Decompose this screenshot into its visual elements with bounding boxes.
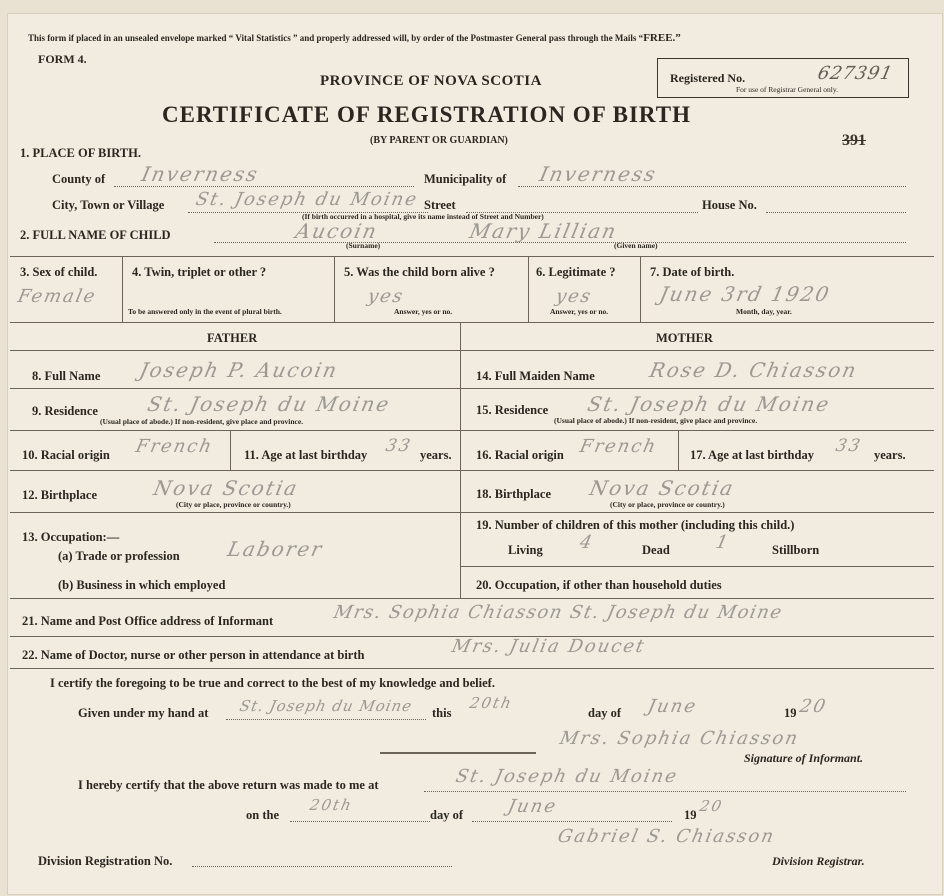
dob-note: Month, day, year. <box>736 307 792 316</box>
rule <box>528 256 529 322</box>
division-line <box>192 866 452 867</box>
father-residence-note: (Usual place of abode.) If non-resident, give place and province. <box>100 417 304 426</box>
father-name: Joseph P. Aucoin <box>137 358 341 382</box>
legitimate-note: Answer, yes or no. <box>550 307 609 316</box>
registrar-signature: Gabriel S. Chiasson <box>555 826 778 847</box>
rule <box>230 430 231 470</box>
registrar-month-line <box>472 821 672 822</box>
registrar-place: St. Joseph du Moine <box>453 766 681 787</box>
dead-value: 1 <box>713 532 732 553</box>
mother-name-label: 14. Full Maiden Name <box>476 369 595 383</box>
province-heading: PROVINCE OF NOVA SCOTIA <box>320 73 542 89</box>
informant-value: Mrs. Sophia Chiasson St. Joseph du Moine <box>331 602 785 623</box>
child-name-label: 2. FULL NAME OF CHILD <box>20 228 171 242</box>
certificate-subtitle: (BY PARENT OR GUARDIAN) <box>370 135 508 146</box>
city-value: St. Joseph du Moine <box>193 189 421 210</box>
on-the-line <box>290 821 430 822</box>
trade-label: (a) Trade or profession <box>58 549 180 563</box>
children-label: 19. Number of children of this mother (including this child.) <box>476 518 795 532</box>
given-month: June <box>645 696 700 717</box>
registrar-label: Division Registrar. <box>772 854 865 868</box>
mother-heading: MOTHER <box>656 331 713 345</box>
house-line <box>766 212 906 213</box>
child-given-name: Mary Lillian <box>467 219 620 243</box>
given-year-prefix: 19 <box>784 706 797 720</box>
father-birthplace-note: (City or place, province or country.) <box>176 500 291 509</box>
sex-label: 3. Sex of child. <box>20 265 98 279</box>
father-heading: FATHER <box>207 331 258 345</box>
city-label: City, Town or Village <box>52 198 165 212</box>
given-year: 20 <box>797 696 830 717</box>
street-label: Street <box>424 198 456 212</box>
father-occupation-label: 13. Occupation:— <box>22 530 120 544</box>
father-racial-label: 10. Racial origin <box>22 448 110 462</box>
registrar-place-line <box>424 791 906 792</box>
mother-years: years. <box>874 448 906 462</box>
stillborn-label: Stillborn <box>772 543 820 557</box>
margin-number: 391 <box>842 132 866 149</box>
rule <box>678 430 679 470</box>
county-line <box>114 186 414 187</box>
rule <box>10 350 934 351</box>
municipality-label: Municipality of <box>424 172 507 186</box>
postal-notice: This form if placed in an unsealed envelope marked “ Vital Statistics ” and properly addressed will, by order of the Postmaster General pass through the Mails “FREE.” <box>28 32 681 44</box>
given-label: Given under my hand at <box>78 706 209 720</box>
registrar-certify: I hereby certify that the above return was made to me at <box>78 778 379 792</box>
alive-value: yes <box>365 286 407 307</box>
registered-label: Registered No. <box>670 71 746 85</box>
registrar-day: 20th <box>308 796 355 814</box>
given-note: (Given name) <box>614 241 658 250</box>
mother-residence-note: (Usual place of abode.) If non-resident, give place and province. <box>554 416 758 425</box>
given-line <box>226 719 426 720</box>
this-label: this <box>432 706 452 720</box>
rule <box>10 322 934 323</box>
trade-value: Laborer <box>225 537 326 561</box>
living-value: 4 <box>577 532 596 553</box>
surname-note: (Surname) <box>346 241 381 250</box>
dob-value: June 3rd 1920 <box>657 282 833 306</box>
municipality-value: Inverness <box>537 162 660 186</box>
rule <box>460 322 461 598</box>
father-racial: French <box>133 436 216 457</box>
rule <box>10 388 934 389</box>
father-years: years. <box>420 448 452 462</box>
house-label: House No. <box>702 198 757 212</box>
rule <box>460 566 934 567</box>
father-residence: St. Joseph du Moine <box>145 392 393 416</box>
on-the-label: on the <box>246 808 279 822</box>
registrar-year-prefix: 19 <box>684 808 697 822</box>
mother-birthplace-note: (City or place, province or country.) <box>610 500 725 509</box>
registrar-year: 20 <box>698 797 726 815</box>
rule <box>380 752 536 754</box>
informant-signature: Mrs. Sophia Chiasson <box>557 728 802 749</box>
rule <box>640 256 641 322</box>
rule <box>10 598 934 599</box>
rule <box>10 512 934 513</box>
informant-label: 21. Name and Post Office address of Informant <box>22 614 274 628</box>
registered-note: For use of Registrar General only. <box>736 85 838 94</box>
father-age: 33 <box>383 436 414 456</box>
twin-note: To be answered only in the event of plural birth. <box>128 307 282 316</box>
father-age-label: 11. Age at last birthday <box>244 448 368 462</box>
mother-residence-label: 15. Residence <box>476 403 549 417</box>
certificate-title: CERTIFICATE OF REGISTRATION OF BIRTH <box>162 102 691 127</box>
registrar-day-of: day of <box>430 808 463 822</box>
mother-birthplace-label: 18. Birthplace <box>476 487 551 501</box>
mother-occupation-label: 20. Occupation, if other than household duties <box>476 578 722 592</box>
rule <box>122 256 123 322</box>
registrar-month: June <box>505 796 560 817</box>
registered-number: 627391 <box>815 63 895 84</box>
division-label: Division Registration No. <box>38 854 173 868</box>
given-day: 20th <box>468 694 515 712</box>
mother-racial-label: 16. Racial origin <box>476 448 564 462</box>
legitimate-value: yes <box>553 286 595 307</box>
mother-birthplace: Nova Scotia <box>587 476 737 500</box>
mother-age: 33 <box>833 436 864 456</box>
rule <box>334 256 335 322</box>
rule <box>10 470 934 471</box>
alive-note: Answer, yes or no. <box>394 307 453 316</box>
registered-box <box>657 58 909 98</box>
signature-label: Signature of Informant. <box>744 751 864 765</box>
twin-label: 4. Twin, triplet or other ? <box>132 265 267 279</box>
municipality-line <box>518 186 906 187</box>
business-label: (b) Business in which employed <box>58 578 226 592</box>
day-of-label: day of <box>588 706 621 720</box>
father-birthplace-label: 12. Birthplace <box>22 488 97 502</box>
dob-label: 7. Date of birth. <box>650 265 735 279</box>
rule <box>10 256 934 257</box>
rule <box>10 430 934 431</box>
rule <box>10 668 934 669</box>
dead-label: Dead <box>642 543 670 557</box>
doctor-value: Mrs. Julia Doucet <box>449 636 648 657</box>
living-label: Living <box>508 543 543 557</box>
alive-label: 5. Was the child born alive ? <box>344 265 495 279</box>
father-birthplace: Nova Scotia <box>151 476 301 500</box>
county-label: County of <box>52 172 106 186</box>
father-residence-label: 9. Residence <box>32 404 98 418</box>
father-name-label: 8. Full Name <box>32 369 101 383</box>
mother-racial: French <box>577 436 660 457</box>
county-value: Inverness <box>139 162 262 186</box>
form-number: FORM 4. <box>38 52 87 66</box>
mother-age-label: 17. Age at last birthday <box>690 448 814 462</box>
mother-residence: St. Joseph du Moine <box>585 392 833 416</box>
legitimate-label: 6. Legitimate ? <box>536 265 616 279</box>
hospital-note: (If birth occurred in a hospital, give its name instead of Street and Number) <box>302 212 544 221</box>
given-place: St. Joseph du Moine <box>238 697 415 715</box>
certify-statement: I certify the foregoing to be true and correct to the best of my knowledge and belief. <box>50 676 495 690</box>
child-surname: Aucoin <box>293 219 381 243</box>
sex-value: Female <box>15 286 99 307</box>
place-of-birth-heading: 1. PLACE OF BIRTH. <box>20 146 141 160</box>
mother-name: Rose D. Chiasson <box>647 358 861 382</box>
doctor-label: 22. Name of Doctor, nurse or other person in attendance at birth <box>22 648 365 662</box>
